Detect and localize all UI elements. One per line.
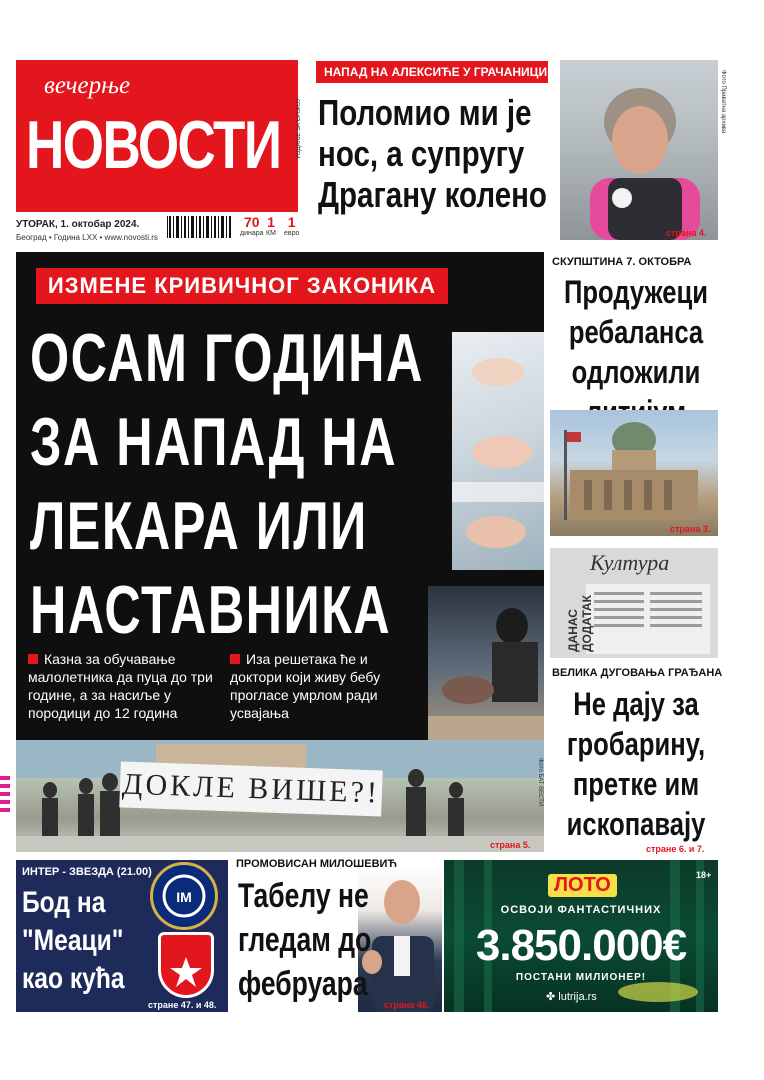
masthead-logo bbox=[16, 60, 298, 212]
main-story-kicker: ИЗМЕНЕ КРИВИЧНОГ ЗАКОНИКА bbox=[36, 268, 448, 304]
masthead-vertical-info: ИЗДАЊЕ ЗА СРБИЈУ bbox=[296, 98, 302, 159]
milosevic-kicker: ПРОМОВИСАН МИЛОШЕВИЋ bbox=[236, 858, 398, 870]
main-story-page[interactable]: страна 5. bbox=[490, 840, 531, 850]
kultura-side-label: ДАНАС ДОДАТАК bbox=[566, 595, 594, 652]
price-km-unit: КМ bbox=[266, 230, 276, 237]
violence-photo-icon bbox=[428, 586, 544, 746]
kultura-title: Култура bbox=[590, 550, 670, 575]
loto-age-limit: 18+ bbox=[696, 870, 712, 880]
main-story-credit: Фото БАТ ВЕСТИ bbox=[537, 758, 543, 807]
print-registration-mark bbox=[0, 776, 10, 816]
parliament-building-icon bbox=[550, 410, 718, 536]
loto-site-text: lutrija.rs bbox=[558, 991, 597, 1003]
top-story-kicker: НАПАД НА АЛЕКСИЋЕ У ГРАЧАНИЦИ bbox=[316, 61, 548, 83]
main-story-headline[interactable]: ОСАМ ГОДИНА ЗА НАПАД НА ЛЕКАРА ИЛИ НАСТАВНИКА bbox=[30, 320, 424, 648]
top-story-photo[interactable] bbox=[560, 60, 718, 240]
woman-portrait-icon bbox=[560, 60, 718, 240]
svg-text:IM: IM bbox=[176, 889, 192, 905]
milosevic-headline[interactable]: Табелу не гледам до фебруара bbox=[238, 877, 372, 1003]
loto-line1: ОСВОЈИ ФАНТАСТИЧНИХ bbox=[500, 904, 662, 916]
price-rsd-unit: динара bbox=[240, 230, 264, 237]
bullet-square-icon bbox=[28, 654, 38, 664]
rebalans-page[interactable]: страна 3. bbox=[670, 524, 711, 534]
main-story-bullet-1-text: Казна за обучавање малолетника да пуца до три године, а за насиље у породици до 12 година bbox=[28, 651, 213, 721]
price-km bbox=[266, 214, 276, 237]
clover-icon: ✤ bbox=[546, 991, 559, 1003]
dugovanja-page[interactable]: стране 6. и 7. bbox=[646, 844, 705, 854]
issue-city: Београд • Година LXX • www.novosti.rs bbox=[16, 233, 158, 242]
rebalans-headline[interactable]: Продужеци ребаланса одложили bbox=[564, 274, 708, 390]
babies-photo-icon bbox=[452, 332, 544, 570]
dugovanja-kicker: ВЕЛИКА ДУГОВАЊА ГРАЂАНА bbox=[552, 667, 723, 679]
barcode-icon bbox=[165, 214, 235, 244]
sport-page[interactable]: стране 47. и 48. bbox=[148, 1000, 217, 1010]
price-rsd bbox=[240, 214, 264, 237]
top-story-credit: Фото Приватна архива bbox=[720, 70, 726, 134]
loto-line2: ПОСТАНИ МИЛИОНЕР! bbox=[515, 972, 647, 983]
price-km-value: 1 bbox=[267, 214, 275, 230]
price-eur-value: 1 bbox=[287, 214, 296, 230]
price-rsd-value: 70 bbox=[243, 214, 260, 230]
main-story-violence-photo[interactable] bbox=[428, 586, 544, 746]
loto-site-link[interactable] bbox=[546, 990, 597, 1003]
milosevic-page[interactable]: страна 46. bbox=[384, 1000, 430, 1010]
bullet-square-icon bbox=[230, 654, 240, 664]
top-story-page[interactable]: страна 4. bbox=[666, 228, 707, 238]
masthead-title: НОВОСТИ bbox=[26, 107, 281, 183]
sport-headline[interactable]: Бод на "Меаци" као кућа bbox=[22, 886, 125, 995]
rebalans-kicker: СКУПШТИНА 7. ОКТОБРА bbox=[552, 256, 692, 268]
parliament-photo[interactable] bbox=[550, 410, 718, 536]
loto-logo: ЛОТО bbox=[548, 874, 617, 897]
protest-banner: ДОКЛЕ ВИШЕ?! bbox=[119, 761, 382, 816]
masthead-small: вечерње bbox=[44, 72, 131, 99]
dugovanja-headline[interactable]: Не дају за гробарину, претке им ископавају bbox=[566, 686, 706, 842]
issue-date: УТОРАК, 1. октобар 2024. bbox=[16, 219, 140, 230]
price-eur-unit: евро bbox=[284, 230, 300, 237]
main-story-babies-photo[interactable] bbox=[452, 332, 544, 570]
price-eur bbox=[284, 214, 299, 237]
loto-jackpot-amount: 3.850.000€ bbox=[475, 921, 687, 970]
top-story-headline[interactable]: Поломио ми је нос, а супругу Драгану колено bbox=[318, 92, 547, 215]
main-story-bullet-1 bbox=[28, 650, 224, 722]
main-story-bullet-2 bbox=[230, 650, 420, 722]
sport-kicker: ИНТЕР - ЗВЕЗДА (21.00) bbox=[22, 866, 152, 878]
main-story-bullet-2-text: Иза решетака ће и доктори који живу бебу прогласе умрлом ради усвајања bbox=[230, 651, 381, 721]
